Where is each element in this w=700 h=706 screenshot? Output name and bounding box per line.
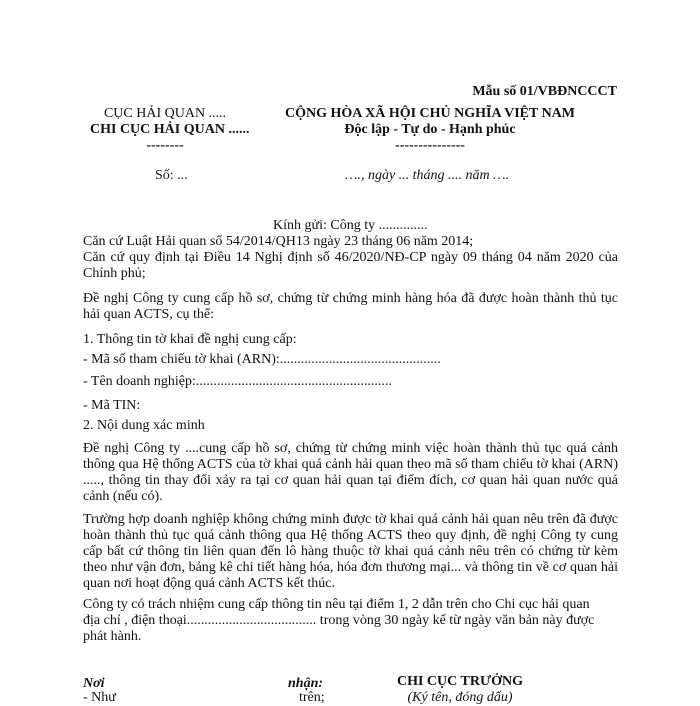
responsibility-paragraph-rest: địa chỉ , điện thoại..................................... trong vòng 30 ngày kể từ ngày văn bản này được phát hành. (83, 613, 595, 644)
document-number: Số: ... (155, 168, 188, 183)
document-date: …., ngày ... tháng .... năm …. (345, 168, 510, 183)
recipient-line: Kính gửi: Công ty .............. (273, 218, 428, 233)
legal-basis-1: Căn cứ Luật Hải quan số 54/2014/QH13 ngày 23 tháng 06 năm 2014; (83, 234, 474, 249)
right-divider: --------------- (395, 138, 465, 153)
section-2-title: 2. Nội dung xác minh (83, 418, 205, 433)
field-tin: - Mã TIN: (83, 398, 141, 413)
request-intro: Đề nghị Công ty cung cấp hồ sơ, chứng từ chứng minh hàng hóa đã được hoàn thành thủ tục hải quan ACTS, cụ thể: (83, 291, 618, 322)
national-motto: Độc lập - Tự do - Hạnh phúc (344, 122, 516, 137)
verification-paragraph-1: Đề nghị Công ty ....cung cấp hồ sơ, chứng từ chứng minh việc hoàn thành thủ tục quá cảnh thông qua Hệ thống ACTS của tờ khai quá cảnh hải quan theo mã số tham chiếu tờ khai (ARN) ....., thông tin thay đổi xảy ra tại cơ quan hải quan tại điểm đích, cơ quan hải quan nước quá cảnh (nếu có). (83, 441, 618, 504)
recipients-item-left: - Như (83, 690, 116, 705)
legal-basis-2: Căn cứ quy định tại Điều 14 Nghị định số 46/2020/NĐ-CP ngày 09 tháng 04 năm 2020 của Chính phủ; (83, 250, 618, 281)
signer-note: (Ký tên, đóng dấu) (407, 690, 513, 705)
recipients-item-right: trên; (299, 690, 325, 705)
verification-paragraph-2: Trường hợp doanh nghiệp không chứng minh được tờ khai quá cảnh hải quan nêu trên đã được hoàn thành thủ tục quá cảnh thông qua Hệ thống ACTS theo quy định, đề nghị Công ty cung cấp bất cứ thông tin liên quan đến lô hàng thuộc tờ khai quá cảnh nêu trên có chứng từ kèm theo như vận đơn, bảng kê chi tiết hàng hóa, hóa đơn thương mại... và thông tin về cơ quan hải quan nơi hoạt động quá cảnh ACTS kết thúc. (83, 512, 618, 591)
section-1-title: 1. Thông tin tờ khai đề nghị cung cấp: (83, 332, 297, 347)
responsibility-paragraph-line1: Công ty có trách nhiệm cung cấp thông tin nêu tại điểm 1, 2 dẫn trên cho Chi cục hải quan (83, 597, 590, 612)
form-code: Mẫu số 01/VBĐNCCCT (472, 84, 617, 99)
field-arn: - Mã số tham chiếu tờ khai (ARN):.............................................. (83, 352, 441, 367)
national-title: CỘNG HÒA XÃ HỘI CHỦ NGHĨA VIỆT NAM (284, 106, 575, 121)
signer-title: CHI CỤC TRƯỞNG (396, 674, 523, 689)
agency-name: CỤC HẢI QUAN ..... (103, 106, 227, 121)
recipients-label-right: nhận: (288, 676, 324, 691)
left-divider: -------- (146, 138, 184, 153)
field-company-name: - Tên doanh nghiệp:........................................................ (83, 374, 392, 389)
sub-agency-name: CHI CỤC HẢI QUAN ...... (90, 122, 250, 137)
recipients-label-left: Nơi (83, 676, 105, 691)
